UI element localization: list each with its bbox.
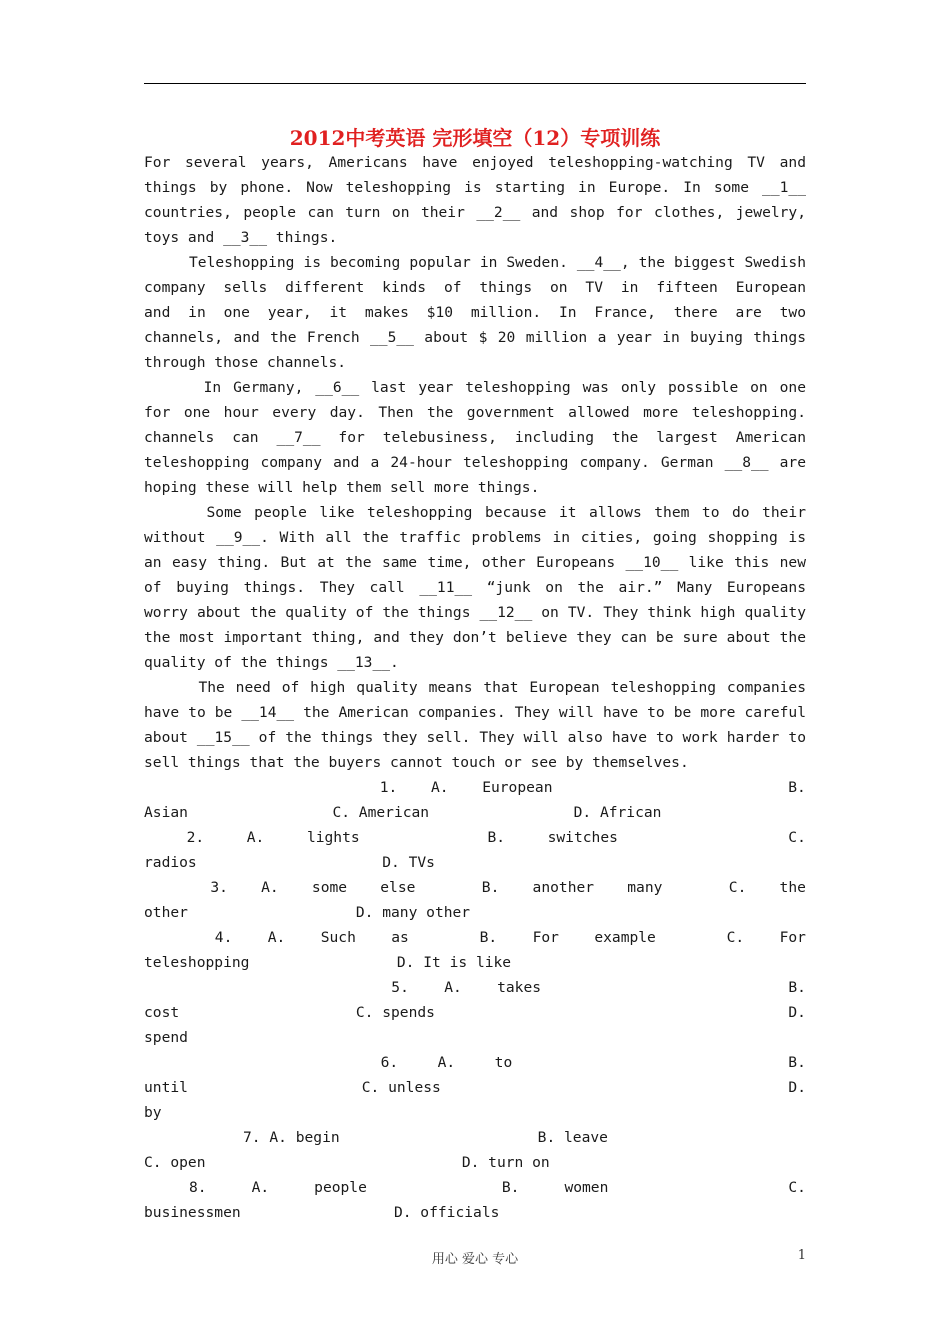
option-token: D. turn on	[461, 1154, 550, 1171]
option-line	[144, 850, 806, 875]
passage-line: without __9__. With all the traffic problems in cities, going shopping is	[144, 529, 806, 546]
option-token: 6.	[380, 1054, 399, 1071]
option-token: B.	[487, 829, 506, 846]
option-token: spend	[144, 1029, 188, 1046]
option-token: teleshopping	[144, 954, 250, 971]
option-token: A.	[267, 929, 286, 946]
passage-line: sell things that the buyers cannot touch or see by themselves.	[144, 754, 689, 771]
passage-line: The need of high quality means that European teleshopping companies	[198, 679, 806, 696]
option-line	[144, 975, 806, 1000]
option-token: 8.	[189, 1179, 207, 1196]
option-token: women	[564, 1179, 609, 1196]
option-token: B.	[479, 929, 498, 946]
option-token: 3.	[210, 879, 228, 896]
option-line	[144, 1000, 806, 1025]
option-token: For	[779, 929, 806, 946]
option-token: B.	[501, 1179, 520, 1196]
passage-line: worry about the quality of the things __12__ on TV. They think high quality	[144, 604, 806, 621]
option-line	[144, 1050, 806, 1075]
page-title: 2012中考英语 完形填空（12）专项训练	[289, 126, 661, 150]
option-token: C. spends	[355, 1004, 435, 1021]
option-token: Asian	[144, 804, 188, 821]
option-token: cost	[144, 1004, 180, 1021]
option-line	[144, 825, 806, 850]
option-token: by	[144, 1104, 162, 1121]
passage-line: channels can __7__ for telebusiness, including the largest American	[144, 429, 806, 446]
passage-line: channels, and the French __5__ about $ 20 million a year in buying things	[144, 329, 806, 346]
option-token: until	[144, 1079, 188, 1096]
passage-body	[144, 150, 806, 1225]
option-line	[144, 950, 806, 975]
option-token: A.	[246, 829, 265, 846]
option-token: A.	[437, 1054, 456, 1071]
passage-line: In Germany, __6__ last year teleshopping was only possible on one	[203, 379, 806, 396]
option-token: A.	[251, 1179, 270, 1196]
option-token: other	[144, 904, 188, 921]
passage-line: teleshopping company and a 24-hour teleshopping company. German __8__ are	[144, 454, 806, 471]
option-token: European	[482, 779, 553, 796]
option-token: B.	[788, 1054, 806, 1071]
option-token: For	[532, 929, 559, 946]
passage-line: countries, people can turn on their __2__ and shop for clothes, jewelry,	[144, 204, 806, 221]
header-rule	[144, 83, 806, 84]
passage-line: the most important thing, and they don’t believe they can be sure about the	[144, 629, 806, 646]
option-token: C. American	[332, 804, 430, 821]
option-token: as	[391, 929, 409, 946]
option-token: B.	[788, 779, 806, 796]
option-token: D. TVs	[382, 854, 435, 871]
option-token: 2.	[186, 829, 205, 846]
option-token: B.	[788, 979, 806, 996]
option-line	[144, 1025, 806, 1050]
page-footer	[0, 1248, 950, 1268]
option-token: C. open	[144, 1154, 206, 1171]
option-token: another	[532, 879, 595, 896]
option-token: many	[627, 879, 663, 896]
option-token: else	[380, 879, 416, 896]
passage-line: an easy thing. But at the same time, other Europeans __10__ like this new	[144, 554, 806, 571]
passage-line: of buying things. They call __11__ “junk on the air.” Many Europeans	[144, 579, 806, 596]
option-token: A.	[430, 779, 449, 796]
option-line	[144, 800, 806, 825]
passage-line: toys and __3__ things.	[144, 229, 338, 246]
option-token: 1.	[379, 779, 398, 796]
passage-line: company sells different kinds of things on TV in fifteen European	[144, 279, 806, 296]
option-token: switches	[547, 829, 618, 846]
option-token: C.	[788, 1179, 806, 1196]
option-token: 7. A. begin	[243, 1129, 340, 1146]
option-token: C.	[728, 879, 747, 896]
option-token: Such	[320, 929, 356, 946]
option-token: D.	[788, 1004, 806, 1021]
option-token: B.	[481, 879, 500, 896]
passage-line: and in one year, it makes $10 million. In France, there are two	[144, 304, 806, 321]
option-token: C.	[726, 929, 745, 946]
option-token: D. It is like	[396, 954, 512, 971]
option-token: D. African	[573, 804, 662, 821]
passage-line: for one hour every day. Then the government allowed more teleshopping.	[144, 404, 806, 421]
option-token: D. officials	[393, 1204, 500, 1221]
passage-line: Some people like teleshopping because it allows them to do their	[206, 504, 806, 521]
option-token: people	[314, 1179, 367, 1196]
option-line	[144, 1125, 806, 1150]
passage-line: things by phone. Now teleshopping is starting in Europe. In some __1__	[144, 179, 806, 196]
option-token: example	[594, 929, 656, 946]
option-line	[144, 775, 806, 800]
option-line	[144, 1200, 806, 1225]
footer-motto: 用心 爱心 专心	[431, 1252, 519, 1267]
option-line	[144, 900, 806, 925]
passage-line: about __15__ of the things they sell. They will also have to work harder to	[144, 729, 806, 746]
option-token: A.	[444, 979, 462, 996]
option-token: A.	[261, 879, 279, 896]
option-token: C.	[788, 829, 806, 846]
page-number: 1	[797, 1248, 806, 1263]
option-token: the	[779, 879, 806, 896]
option-token: businessmen	[144, 1204, 241, 1221]
passage-line: quality of the things __13__.	[144, 654, 399, 671]
option-line	[144, 925, 806, 950]
option-line	[144, 1075, 806, 1100]
option-line	[144, 1175, 806, 1200]
option-token: lights	[306, 829, 360, 846]
option-line	[144, 1150, 806, 1175]
option-token: C. unless	[361, 1079, 441, 1096]
passage-line: Teleshopping is becoming popular in Sweden. __4__, the biggest Swedish	[144, 254, 806, 271]
option-token: B. leave	[537, 1129, 608, 1146]
option-token: 4.	[214, 929, 233, 946]
passage-line: have to be __14__ the American companies. They will have to be more careful	[144, 704, 806, 721]
option-token: D.	[788, 1079, 806, 1096]
option-token: radios	[144, 854, 197, 871]
option-token: D. many other	[355, 904, 471, 921]
passage-line: hoping these will help them sell more things.	[144, 479, 540, 496]
passage-line: For several years, Americans have enjoyed teleshopping-watching TV and	[144, 154, 806, 171]
option-token: some	[311, 879, 348, 896]
option-token: takes	[497, 979, 542, 996]
passage-line: through those channels.	[144, 354, 347, 371]
option-line	[144, 1100, 806, 1125]
option-token: 5.	[391, 979, 409, 996]
option-token: to	[494, 1054, 513, 1071]
option-line	[144, 875, 806, 900]
